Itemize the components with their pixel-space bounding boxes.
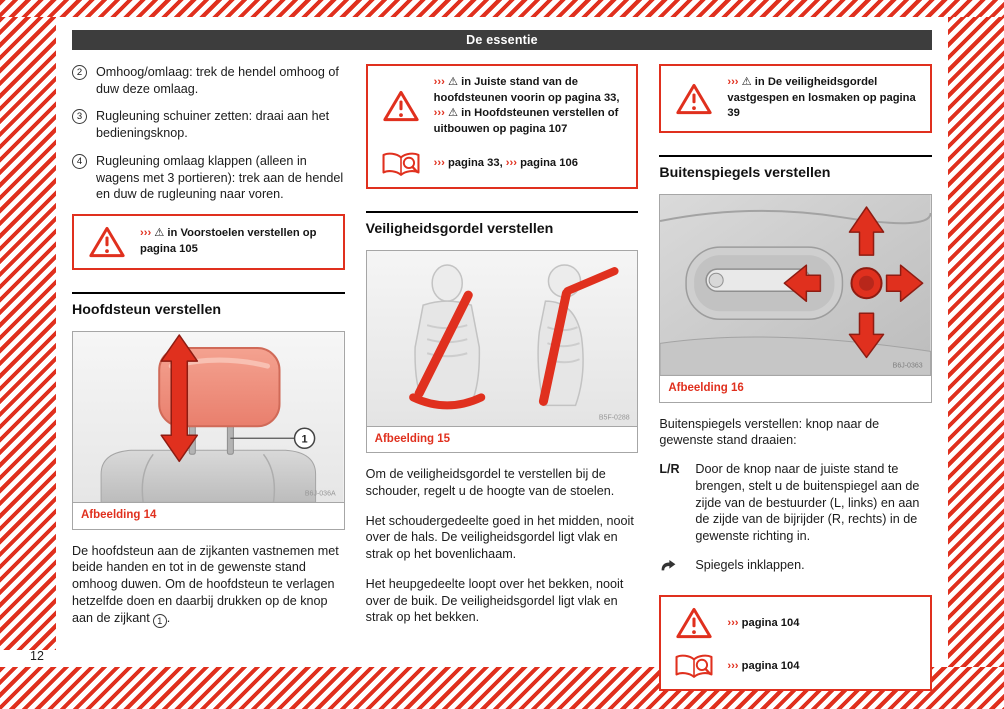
body-paragraph: Buitenspiegels verstellen: knop naar de gewenste stand draaien:: [659, 416, 880, 448]
reference-text: [727, 659, 799, 675]
warning-text: [727, 75, 920, 122]
figure-code: B6J-0363: [893, 362, 923, 370]
seatbelt-illustration: [367, 251, 638, 426]
item-text: Omhoog/omlaag: trek de hendel omhoog of duw deze omlaag.: [96, 65, 339, 96]
reference-text: [434, 156, 578, 172]
figure-seatbelt: [366, 250, 639, 454]
warning-text: [140, 226, 333, 257]
figure-code: B6J-036A: [304, 490, 336, 498]
lr-label: L/R: [659, 462, 680, 477]
item-number-badge: 2: [72, 65, 87, 80]
reference-row: [671, 653, 920, 680]
figure-caption: Afbeelding 16: [660, 375, 931, 401]
figure-callout-number: 1: [301, 433, 308, 446]
ref-text: ⚠ in De veiligheidsgordel vastgespen en losmaken op pagina 39: [727, 76, 916, 120]
section-heading: Veiligheidsgordel verstellen: [366, 211, 639, 239]
item-number-badge: 3: [72, 109, 87, 124]
list-item: [72, 64, 345, 97]
ref-text: ⚠ in Hoofdsteunen verstellen of uitbouwen op pagina 107: [433, 107, 619, 136]
list-item: [72, 153, 345, 203]
lr-text: Door de knop naar de juiste stand te brengen, stelt u de buitenspiegel aan de zijde van de bestuurder (L, links) en aan de zijde van de bijrijder (R, rechts) in de gewenste richting in.: [695, 462, 920, 544]
ref-chevrons: ›››: [140, 227, 152, 240]
fold-text: Spiegels inklappen.: [695, 557, 805, 572]
item-number-badge: 4: [72, 154, 87, 169]
ref-chevrons: ›››: [433, 76, 445, 88]
fold-mirrors-icon: [659, 557, 687, 578]
warning-triangle-icon: [671, 82, 717, 116]
warning-row: [671, 606, 920, 640]
figure-caption: Afbeelding 14: [73, 502, 344, 528]
body-paragraph: Het schoudergedeelte goed in het midden, nooit over de hals. De veiligheidsgordel ligt vlak en strak op het bovenlichaam.: [365, 513, 634, 562]
headrest-illustration: [73, 332, 344, 502]
stripe-border-left: [0, 17, 56, 650]
ref-text: pagina 104: [741, 616, 800, 629]
warning-box: [659, 64, 932, 133]
ref-chevrons: ›››: [505, 157, 517, 170]
warning-text: [727, 616, 799, 632]
item-text: Rugleuning schuiner zetten: draai aan het bedieningsknop.: [96, 109, 330, 141]
section-heading: Buitenspiegels verstellen: [659, 155, 932, 183]
ref-chevrons: ›››: [433, 157, 445, 170]
list-item: [72, 108, 345, 141]
warning-text: [434, 75, 627, 138]
column-middle: [366, 64, 639, 691]
item-text: Rugleuning omlaag klappen (alleen in wagens met 3 portieren): trek aan de hendel en duw de rugleuning naar voren.: [96, 153, 344, 202]
ref-chevrons: ›››: [433, 107, 445, 120]
section-heading: Hoofdsteun verstellen: [72, 292, 345, 320]
warning-triangle-icon: [671, 606, 717, 640]
callout-1-badge: 1: [153, 614, 167, 628]
content-columns: [72, 64, 932, 691]
page-number: 12: [30, 649, 44, 663]
ref-text: pagina 33,: [447, 157, 503, 170]
reference-row: [378, 151, 627, 178]
ref-chevrons: ›››: [727, 616, 739, 629]
body-text-end: .: [166, 610, 171, 625]
ref-chevrons: ›››: [727, 76, 739, 88]
ref-text: pagina 104: [741, 660, 800, 673]
fold-mirrors-instruction: [659, 557, 932, 578]
body-paragraph: Het heupgedeelte loopt over het bekken, nooit over de buik. De veiligheidsgordel ligt vlak en strak op het bekken.: [365, 576, 624, 625]
column-right: [659, 64, 932, 691]
body-paragraph: Om de veiligheidsgordel te verstellen bij de schouder, regelt u de hoogte van de stoelen.: [365, 467, 615, 498]
figure-headrest: [72, 331, 345, 530]
book-magnifier-icon: [378, 151, 424, 178]
lr-instruction: [659, 461, 932, 545]
warning-row: [378, 75, 627, 138]
chapter-header: De essentie: [72, 30, 932, 50]
ref-text: ⚠ in Voorstoelen verstellen op pagina 105: [140, 227, 317, 256]
body-paragraph: [72, 543, 345, 628]
stripe-border-right: [948, 17, 1004, 667]
warning-triangle-icon: [378, 89, 424, 123]
warning-box: [72, 214, 345, 270]
body-text: De hoofdsteun aan de zijkanten vastnemen met beide handen en tot in de gewenste stand omhoog duwen. Om de hoofdsteun te verlagen hetzelfde doen en daarbij drukken op de knop aan de zijkant: [72, 543, 339, 625]
figure-mirror-control: [659, 194, 932, 403]
ref-text: pagina 106: [520, 157, 578, 170]
column-left: [72, 64, 345, 691]
book-magnifier-icon: [671, 653, 717, 680]
mirror-control-illustration: [660, 195, 931, 375]
ref-text: ⚠ in Juiste stand van de hoofdsteunen voorin op pagina 33,: [433, 76, 620, 104]
warning-box: [659, 595, 932, 691]
warning-triangle-icon: [84, 225, 130, 259]
warning-box: [366, 64, 639, 189]
stripe-border-top: [0, 0, 1004, 17]
ref-chevrons: ›››: [727, 660, 739, 673]
figure-caption: Afbeelding 15: [367, 426, 638, 452]
figure-code: B5F-0288: [598, 413, 630, 421]
